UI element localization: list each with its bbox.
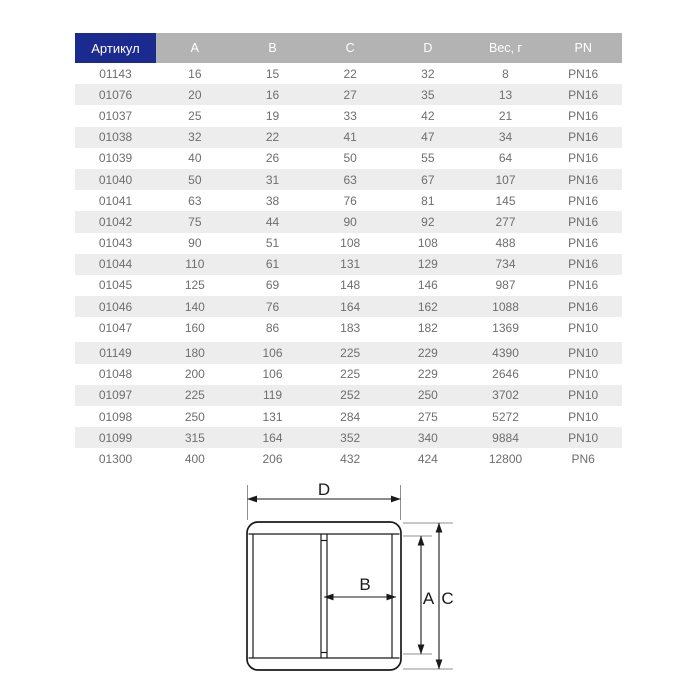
value-cell: PN6 bbox=[571, 451, 595, 466]
column-header: PN bbox=[574, 41, 592, 55]
column-header: C bbox=[345, 41, 355, 55]
table-row bbox=[75, 427, 622, 448]
value-cell: 16 bbox=[188, 66, 202, 81]
article-cell: 01098 bbox=[98, 409, 133, 424]
column-header: A bbox=[190, 41, 199, 55]
table-row bbox=[75, 385, 622, 406]
dimension-lines bbox=[248, 499, 440, 669]
article-cell: 01043 bbox=[98, 236, 133, 251]
column-header: Вес, г bbox=[489, 41, 523, 55]
value-cell: PN16 bbox=[568, 172, 599, 187]
value-cell: PN16 bbox=[568, 257, 599, 272]
value-cell: 32 bbox=[188, 130, 202, 145]
value-cell: 987 bbox=[495, 278, 516, 293]
article-cell: 01149 bbox=[99, 346, 132, 361]
column-header: B bbox=[268, 41, 277, 55]
value-cell: PN16 bbox=[568, 236, 599, 251]
table-row bbox=[75, 105, 622, 126]
value-cell: 160 bbox=[184, 320, 205, 335]
value-cell: 61 bbox=[265, 257, 280, 272]
value-cell: 107 bbox=[495, 172, 516, 187]
value-cell: 275 bbox=[417, 409, 438, 424]
value-cell: 50 bbox=[343, 151, 357, 166]
value-cell: 26 bbox=[265, 151, 280, 166]
table-row bbox=[75, 254, 622, 275]
value-cell: 3702 bbox=[492, 388, 519, 403]
value-cell: 8 bbox=[502, 66, 509, 81]
table-row bbox=[75, 448, 622, 469]
table-row bbox=[75, 127, 622, 148]
value-cell: PN10 bbox=[568, 409, 599, 424]
value-cell: 146 bbox=[417, 278, 438, 293]
value-cell: 33 bbox=[343, 108, 357, 123]
value-cell: 51 bbox=[265, 236, 280, 251]
value-cell: 38 bbox=[265, 193, 280, 208]
value-cell: 44 bbox=[265, 214, 280, 229]
value-cell: 400 bbox=[184, 451, 205, 466]
value-cell: 75 bbox=[188, 214, 202, 229]
value-cell: 315 bbox=[184, 430, 205, 445]
article-cell: 01300 bbox=[98, 451, 133, 466]
value-cell: 42 bbox=[421, 108, 435, 123]
value-cell: 4390 bbox=[492, 346, 519, 361]
value-cell: PN16 bbox=[568, 66, 599, 81]
value-cell: 32 bbox=[421, 66, 435, 81]
value-cell: 110 bbox=[185, 257, 205, 272]
value-cell: PN16 bbox=[568, 130, 599, 145]
value-cell: PN10 bbox=[568, 430, 599, 445]
value-cell: 63 bbox=[188, 193, 202, 208]
value-cell: 34 bbox=[498, 130, 513, 145]
article-cell: 01042 bbox=[98, 214, 133, 229]
value-cell: 81 bbox=[421, 193, 435, 208]
article-column-header: Артикул bbox=[75, 33, 156, 63]
value-cell: 432 bbox=[340, 451, 361, 466]
label-c: C bbox=[441, 589, 454, 608]
value-cell: 2646 bbox=[492, 367, 519, 382]
table-row bbox=[75, 211, 622, 232]
value-cell: 131 bbox=[262, 409, 283, 424]
value-cell: 13 bbox=[498, 87, 513, 102]
value-cell: PN16 bbox=[568, 214, 599, 229]
value-cell: 64 bbox=[498, 151, 513, 166]
value-cell: 164 bbox=[262, 430, 283, 445]
article-cell: 01076 bbox=[98, 87, 133, 102]
value-cell: 250 bbox=[184, 409, 205, 424]
article-cell: 01037 bbox=[98, 108, 133, 123]
value-cell: 67 bbox=[421, 172, 435, 187]
article-cell: 01046 bbox=[98, 299, 133, 314]
value-cell: 488 bbox=[495, 236, 516, 251]
value-cell: 50 bbox=[188, 172, 202, 187]
value-cell: PN10 bbox=[568, 388, 599, 403]
value-cell: 76 bbox=[265, 299, 280, 314]
value-cell: 1088 bbox=[492, 299, 519, 314]
value-cell: 180 bbox=[184, 346, 205, 361]
article-cell: 01044 bbox=[98, 257, 133, 272]
coupling-body bbox=[247, 522, 401, 670]
label-b: B bbox=[359, 575, 371, 594]
table-row bbox=[75, 296, 622, 317]
value-cell: 27 bbox=[343, 87, 357, 102]
value-cell: 734 bbox=[495, 257, 516, 272]
value-cell: PN16 bbox=[568, 299, 599, 314]
value-cell: 164 bbox=[340, 299, 361, 314]
value-cell: PN16 bbox=[568, 108, 599, 123]
label-a: A bbox=[422, 589, 435, 608]
value-cell: 140 bbox=[184, 299, 205, 314]
value-cell: 277 bbox=[495, 214, 516, 229]
coupling-diagram bbox=[220, 470, 480, 700]
value-cell: 31 bbox=[265, 172, 280, 187]
article-cell: 01040 bbox=[98, 172, 133, 187]
value-cell: 22 bbox=[343, 66, 357, 81]
value-cell: 92 bbox=[421, 214, 435, 229]
value-cell: 229 bbox=[417, 346, 438, 361]
table-row bbox=[75, 233, 622, 254]
table-row bbox=[75, 169, 622, 190]
value-cell: 21 bbox=[498, 108, 513, 123]
value-cell: 108 bbox=[340, 236, 361, 251]
value-cell: 40 bbox=[188, 151, 202, 166]
value-cell: 90 bbox=[188, 236, 202, 251]
value-cell: 22 bbox=[265, 130, 280, 145]
value-cell: 148 bbox=[340, 278, 361, 293]
value-cell: 284 bbox=[340, 409, 361, 424]
value-cell: 225 bbox=[340, 346, 361, 361]
value-cell: 131 bbox=[340, 257, 361, 272]
value-cell: PN10 bbox=[568, 346, 599, 361]
label-d: D bbox=[317, 480, 331, 499]
value-cell: 41 bbox=[343, 130, 357, 145]
table-row bbox=[75, 364, 622, 385]
value-cell: 1369 bbox=[492, 320, 519, 335]
value-cell: 340 bbox=[417, 430, 438, 445]
value-cell: 225 bbox=[340, 367, 361, 382]
value-cell: 162 bbox=[417, 299, 438, 314]
spec-table bbox=[75, 33, 622, 470]
table-row bbox=[75, 63, 622, 84]
value-cell: 250 bbox=[417, 388, 438, 403]
article-cell: 01097 bbox=[98, 388, 133, 403]
value-cell: 25 bbox=[188, 108, 202, 123]
table-row bbox=[75, 148, 622, 169]
value-cell: 108 bbox=[417, 236, 438, 251]
table-body bbox=[75, 63, 622, 470]
value-cell: 200 bbox=[184, 367, 205, 382]
value-cell: 182 bbox=[417, 320, 438, 335]
value-cell: PN16 bbox=[568, 151, 599, 166]
value-cell: 86 bbox=[265, 320, 280, 335]
value-cell: PN16 bbox=[568, 278, 599, 293]
value-cell: 19 bbox=[265, 108, 280, 123]
article-cell: 01045 bbox=[98, 278, 133, 293]
value-cell: 252 bbox=[340, 388, 361, 403]
value-cell: 47 bbox=[421, 130, 435, 145]
article-cell: 01048 bbox=[98, 367, 133, 382]
table-row bbox=[75, 275, 622, 296]
value-cell: 106 bbox=[262, 367, 283, 382]
column-header: D bbox=[423, 41, 433, 55]
article-cell: 01039 bbox=[98, 151, 133, 166]
table-row bbox=[75, 317, 622, 338]
value-cell: 225 bbox=[184, 388, 205, 403]
value-cell: 106 bbox=[262, 346, 283, 361]
article-cell: 01041 bbox=[98, 193, 133, 208]
article-cell: 01047 bbox=[98, 320, 133, 335]
value-cell: 145 bbox=[495, 193, 516, 208]
value-cell: PN10 bbox=[568, 367, 599, 382]
value-cell: 119 bbox=[262, 388, 283, 403]
value-cell: 20 bbox=[188, 87, 202, 102]
value-cell: 229 bbox=[417, 367, 438, 382]
value-cell: 183 bbox=[340, 320, 361, 335]
value-cell: 9884 bbox=[492, 430, 519, 445]
value-cell: PN10 bbox=[568, 320, 599, 335]
article-cell: 01143 bbox=[99, 66, 132, 81]
value-cell: 5272 bbox=[492, 409, 519, 424]
value-cell: 90 bbox=[343, 214, 357, 229]
value-cell: 12800 bbox=[488, 451, 523, 466]
value-cell: 35 bbox=[421, 87, 435, 102]
value-cell: PN16 bbox=[568, 193, 599, 208]
table-row bbox=[75, 190, 622, 211]
value-cell: 424 bbox=[417, 451, 438, 466]
article-cell: 01099 bbox=[98, 430, 133, 445]
value-cell: 206 bbox=[262, 451, 283, 466]
table-row bbox=[75, 84, 622, 105]
article-cell: 01038 bbox=[98, 130, 133, 145]
value-cell: 69 bbox=[265, 278, 280, 293]
value-cell: 55 bbox=[421, 151, 435, 166]
value-cell: 352 bbox=[340, 430, 361, 445]
table-row bbox=[75, 342, 622, 363]
table-row bbox=[75, 406, 622, 427]
value-cell: 125 bbox=[184, 278, 205, 293]
value-cell: 76 bbox=[343, 193, 357, 208]
value-cell: 15 bbox=[265, 66, 280, 81]
value-cell: 16 bbox=[265, 87, 280, 102]
value-cell: PN16 bbox=[568, 87, 599, 102]
value-cell: 63 bbox=[343, 172, 357, 187]
value-cell: 129 bbox=[417, 257, 438, 272]
table-header bbox=[75, 33, 622, 63]
extension-lines bbox=[248, 485, 454, 669]
